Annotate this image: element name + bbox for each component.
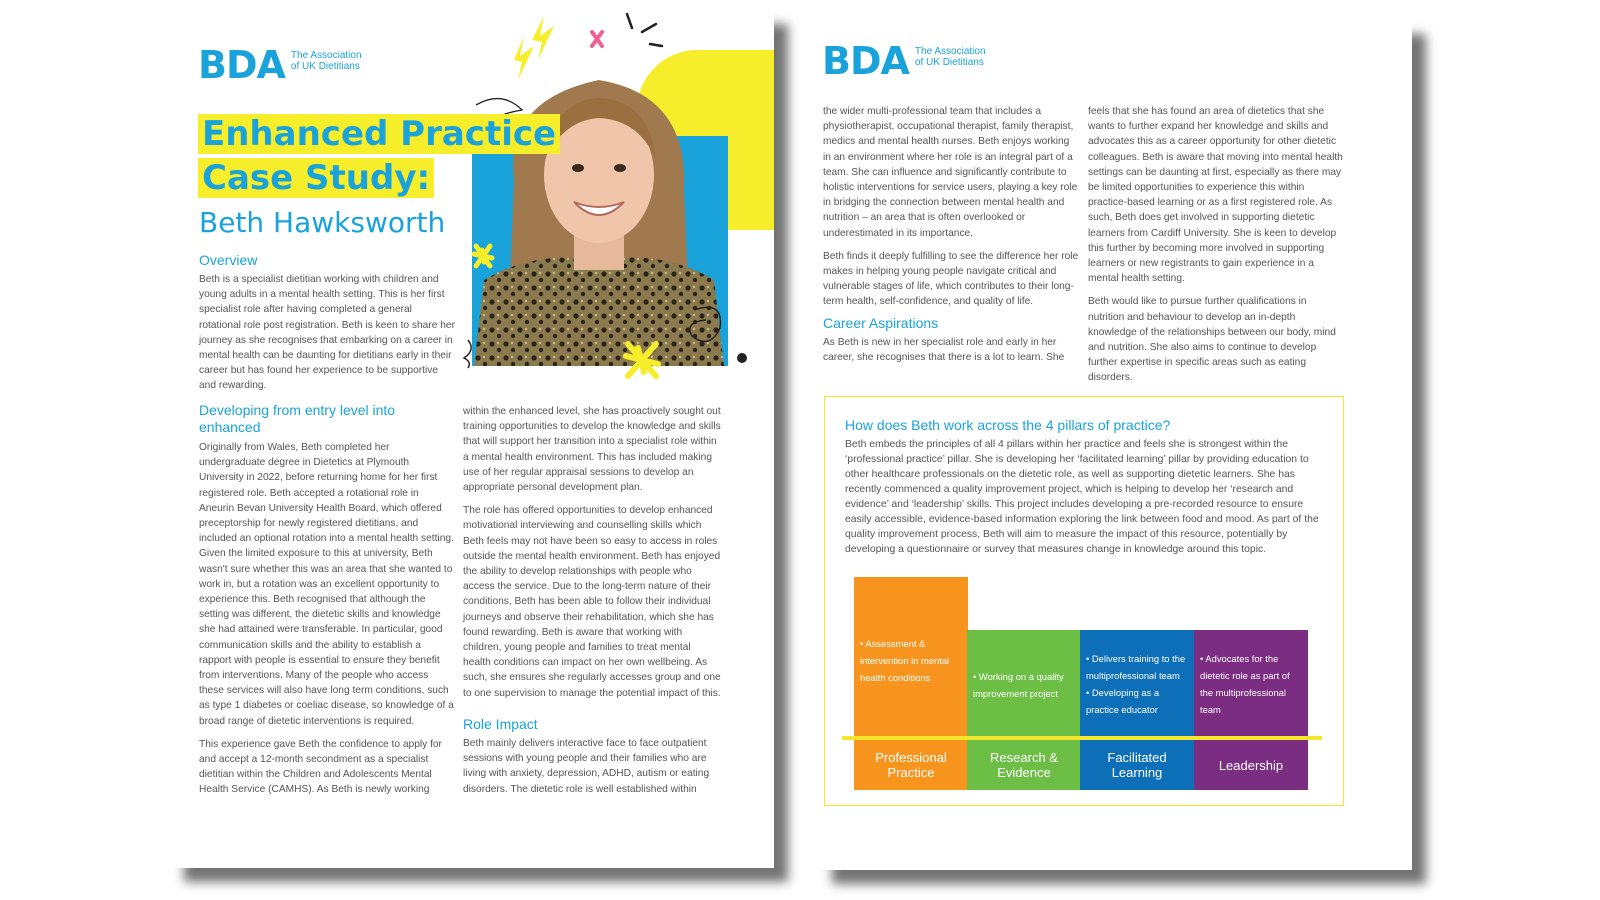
page2-col2-paragraph-1: feels that she has found an area of dietetics that she wants to further expand her knowledge and skills and advocates this as a career opportunity for other dietetic colleagues. Beth is aware that moving into mental health settings can be daunting at first, especially as there may be limited opportunities to experience this within practice-based learning or as a first registered role. As such, Beth does get involved in supporting dietetic learners from Cardiff University. She is keen to develop this further by becoming more involved in supporting learners or new registrants to gain experience in a mental health setting. xyxy=(1088,106,1343,285)
pillar-bullet: • Delivers training to the multiprofessional team xyxy=(1086,653,1186,681)
page-subtitle: Beth Hawksworth xyxy=(199,206,446,239)
pillar-bullet: • Working on a quality improvement project xyxy=(973,671,1064,699)
bda-logo xyxy=(198,43,362,87)
developing-paragraph-1: Originally from Wales, Beth completed her undergraduate degree in Dietetics at Plymouth University in 2022, before returning home for her first registered role. Beth accepted a rotational role in Aneurin Bevan University Health Board, which offered preceptorship for newly registered dietitians, and included an optional rotation into a mental health setting. Given the limited exposure to this at university, Beth wasn't sure whether this was an area that she wanted to work in, but a rotation was an excellent opportunity to experience this. Beth recognised that although the setting was different, the dietetic skills and knowledge she had attained were transferable. In particular, good communication skills and the ability to establish a rapport with people is essential to ensure they benefit from interventions. Many of the people who access these services will also have long term conditions, such as type 1 diabetes or coeliac disease, so knowledge of a broad range of dietetic interventions is required. xyxy=(199,442,454,727)
role-impact-paragraph: Beth mainly delivers interactive face to face outpatient sessions with young people and their families who are living with anxiety, depression, ADHD, autism or eating disorders. The dietetic role is well established within xyxy=(463,738,710,795)
logo-text: The Association of UK Dietitians xyxy=(290,50,362,72)
overview-text xyxy=(199,272,455,394)
career-paragraph: As Beth is new in her specialist role and early in her career, she recognises that there is a lot to learn. She xyxy=(823,337,1065,364)
pillar-leadership-block xyxy=(1194,630,1308,736)
page-title-line-1: Enhanced Practice xyxy=(198,114,560,154)
overview-paragraph: Beth is a specialist dietitian working with children and young adults in a mental health setting. This is her first specialist role after having completed a general rotational role post registration. Beth is keen to share her journey as she recognises that embarking on a career in mental health can be daunting for dietitians early in their career but has found her experience to be supportive and rewarding. xyxy=(199,274,455,392)
doodle-decorations xyxy=(462,10,774,410)
pillar-bullet: • Advocates for the dietetic role as part of the multiprofessional team xyxy=(1200,653,1290,715)
pillar-research-evidence-label: Research & Evidence xyxy=(967,740,1081,790)
pillars-text: Beth embeds the principles of all 4 pillars within her practice and feels she is strongest within the ‘professional practice’ pillar. She is developing her ‘facilitated learning’ pillar by providing education to other healthcare professionals on the dietetic role, as well as supporting dietetic learners. She has recently commenced a quality improvement project, which is helping to develop her ‘research and evidence’ and ‘leadership’ skills. This project includes developing a pre-recorded resource to ensure easily accessible, evidence-based information exploring the link between food and mood. As part of the quality improvement process, Beth will aim to measure the impact of this resource, potentially by developing a questionnaire or survey that measures change in knowledge around this topic. xyxy=(845,439,1319,555)
pillar-leadership-label: Leadership xyxy=(1194,740,1308,790)
role-impact-text xyxy=(463,736,721,797)
bda-logo xyxy=(822,39,986,83)
developing-paragraph-2: This experience gave Beth the confidence to apply for and accept a 12-month secondment as a specialist dietitian within the Children and Adolescents Mental Health Service (CAMHS). As Beth is newly working xyxy=(199,738,442,796)
pillar-facilitated-learning-block xyxy=(1080,630,1194,736)
career-aspirations-text xyxy=(823,335,1079,365)
pillar-professional-practice-block xyxy=(854,577,968,736)
column-two-text xyxy=(463,404,721,701)
developing-heading: Developing from entry level into enhanced xyxy=(199,402,396,435)
page2-column-two xyxy=(1088,104,1344,386)
page-one xyxy=(170,10,774,868)
page2-column-one xyxy=(823,104,1079,310)
col2-paragraph-2: The role has offered opportunities to develop enhanced motivational interviewing and counselling skills which Beth feels may not have been so easy to access in roles outside the mental health environment. Beth has enjoyed the ability to develop relationships with people who access the service. Due to the long-term nature of their conditions, Beth has been able to follow their individual journeys and observe their rehabilitation, which she has found rewarding. Beth is aware that working with children, young people and families to treat mental health conditions can impact on her own wellbeing. As such, she ensures she regularly accesses group and one to one supervision to manage the potential impact of this. xyxy=(463,505,721,699)
pillar-facilitated-learning-label: Facilitated Learning xyxy=(1080,740,1194,790)
page2-col2-paragraph-2: Beth would like to pursue further qualifications in nutrition and behaviour to develop an in-depth knowledge of the relationships between our body, mind and nutrition. She also aims to continue to develop further expertise in specific areas such as eating disorders. xyxy=(1088,296,1336,384)
pillar-bullet: • Assessment & intervention in mental health conditions xyxy=(860,638,950,683)
pillar-baseline xyxy=(842,736,1322,740)
pillars-title: How does Beth work across the 4 pillars of practice? xyxy=(845,417,1171,433)
pillar-bullet: • Developing as a practice educator xyxy=(1086,687,1160,715)
logo-text: The Association of UK Dietitians xyxy=(914,46,986,68)
col2-paragraph-1: within the enhanced level, she has proactively sought out training opportunities to develop the knowledge and skills that will support her transition into a specialist role within a mental health environment. This has included making use of her regular appraisal sessions to develop an appropriate personal development plan. xyxy=(463,406,721,494)
page-two xyxy=(818,20,1412,870)
pillar-professional-practice-label: Professional Practice xyxy=(854,740,968,790)
overview-heading: Overview xyxy=(199,252,258,268)
profile-photo-area xyxy=(462,10,774,410)
page2-col1-paragraph-1: the wider multi-professional team that includes a physiotherapist, occupational therapist, family therapist, medics and mental health nurses. Beth enjoys working in an environment where her role is an integral part of a team. She can influence and significantly contribute to holistic interventions for service users, playing a key role in bridging the connection between mental health and nutrition – an area that is often overlooked or underestimated in its importance. xyxy=(823,106,1078,239)
logo-mark: BDA xyxy=(822,39,909,83)
page-title-line-2: Case Study: xyxy=(198,158,434,198)
page2-col1-paragraph-2: Beth finds it deeply fulfilling to see the difference her role makes in helping young people navigate critical and vulnerable stages of life, which contributes to their long-term health, self-confidence, and quality of life. xyxy=(823,250,1079,308)
pillar-research-evidence-block xyxy=(967,630,1081,736)
developing-text xyxy=(199,440,455,798)
logo-mark: BDA xyxy=(198,43,285,87)
career-aspirations-heading: Career Aspirations xyxy=(823,315,939,331)
role-impact-heading: Role Impact xyxy=(463,716,538,732)
